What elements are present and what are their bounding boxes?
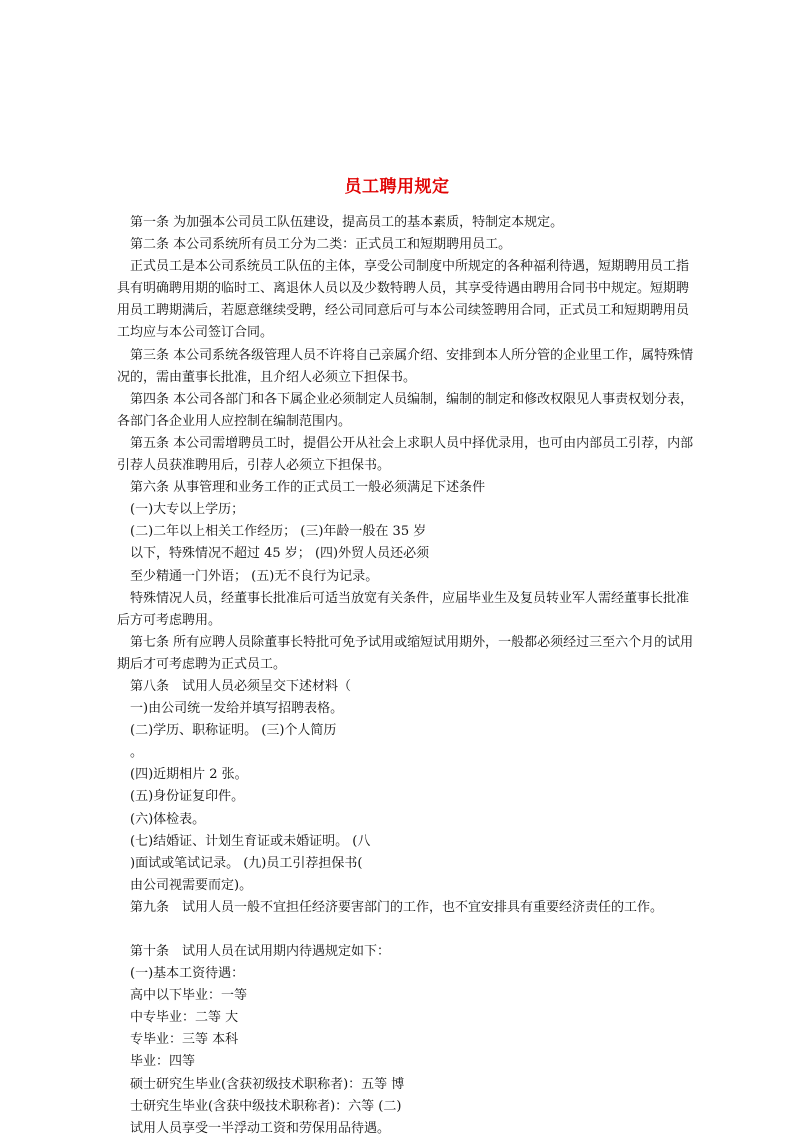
body-paragraph: 试用人员享受一半浮动工资和劳保用品待遇。 (130, 1120, 391, 1136)
body-paragraph: (四)近期相片 2 张。 (130, 767, 248, 783)
body-paragraph: 专毕业：三等 本科 (130, 1032, 239, 1048)
body-paragraph: (二)学历、职称证明。 (三)个人简历 (130, 723, 337, 739)
body-paragraph: 第一条 为加强本公司员工队伍建设，提高员工的基本素质，特制定本规定。 (130, 215, 564, 230)
blank-line (117, 919, 699, 941)
body-paragraph: 。 (130, 745, 144, 761)
body-paragraph: (六)体检表。 (130, 811, 206, 827)
body-paragraph: 由公司视需要而定)。 (130, 877, 253, 893)
body-paragraph: 第八条 试用人员必须呈交下述材料（ (130, 678, 352, 694)
body-paragraph: (一)基本工资待遇： (130, 966, 245, 982)
body-paragraph: 第三条 本公司系统各级管理人员不许将自己亲属介绍、安排到本人所分管的企业里工作，属特殊情况的，需由董事长批准，且介绍人必须立下担保书。 (117, 347, 694, 385)
body-paragraph: 第四条 本公司各部门和各下属企业必须制定人员编制，编制的制定和修改权限见人事责权划分表，各部门各企业用人应控制在编制范围内。 (117, 391, 694, 429)
body-paragraph: (一)大专以上学历； (130, 502, 245, 518)
body-paragraph: 第十条 试用人员在试用期内待遇规定如下： (130, 944, 391, 959)
body-paragraph: 一)由公司统一发给并填写招聘表格。 (130, 701, 344, 717)
body-paragraph: 士研究生毕业(含获中级技术职称者)：六等 (二) (130, 1098, 402, 1114)
body-paragraph: 至少精通一门外语； (五)无不良行为记录。 (130, 568, 379, 584)
body-paragraph: 特殊情况人员，经董事长批准后可适当放宽有关条件，应届毕业生及复员转业军人需经董事长批准后方可考虑聘用。 (117, 590, 690, 628)
body-paragraph: 第九条 试用人员一般不宜担任经济要害部门的工作，也不宜安排具有重要经济责任的工作。 (130, 899, 664, 915)
body-paragraph: 高中以下毕业：一等 (130, 988, 248, 1004)
body-paragraph: (二)二年以上相关工作经历； (三)年龄一般在 35 岁 (130, 524, 427, 540)
body-paragraph: 第七条 所有应聘人员除董事长特批可免予试用或缩短试用期外，一般都必须经过三至六个月的试用期后才可考虑聘为正式员工。 (117, 634, 694, 672)
document-title: 员工聘用规定 (344, 177, 450, 197)
body-paragraph: 第六条 从事管理和业务工作的正式员工一般必须满足下述条件 (130, 480, 486, 496)
body-paragraph: (五)身份证复印件。 (130, 789, 245, 805)
body-paragraph: 以下，特殊情况不超过 45 岁； (四)外贸人员还必须 (130, 546, 430, 562)
body-paragraph: 硕士研究生毕业(含获初级技术职称者)：五等 博 (130, 1076, 405, 1092)
body-paragraph: 第五条 本公司需增聘员工时，提倡公开从社会上求职人员中择优录用，也可由内部员工引荐，内部引荐人员获准聘用后，引荐人必须立下担保书。 (117, 435, 694, 474)
document-body (117, 212, 699, 1140)
body-paragraph: 第二条 本公司系统所有员工分为二类：正式员工和短期聘用员工。 (130, 237, 512, 253)
body-paragraph: 毕业：四等 (130, 1054, 196, 1070)
body-paragraph: )面试或笔试记录。 (九)员工引荐担保书( (130, 855, 363, 871)
body-paragraph: (七)结婚证、计划生育证或未婚证明。 (八 (130, 833, 371, 849)
body-paragraph: 正式员工是本公司系统员工队伍的主体，享受公司制度中所规定的各种福利待遇，短期聘用员工指具有明确聘用期的临时工、离退休人员以及少数特聘人员，其享受待遇由聘用合同书中规定。短期聘用员工聘期满后，若愿意继续受聘，经公司同意后可与本公司续签聘用合同，正式员工和短期聘用员工均应与本公司签订合同。 (117, 259, 690, 341)
body-paragraph: 中专毕业：二等 大 (130, 1010, 239, 1026)
